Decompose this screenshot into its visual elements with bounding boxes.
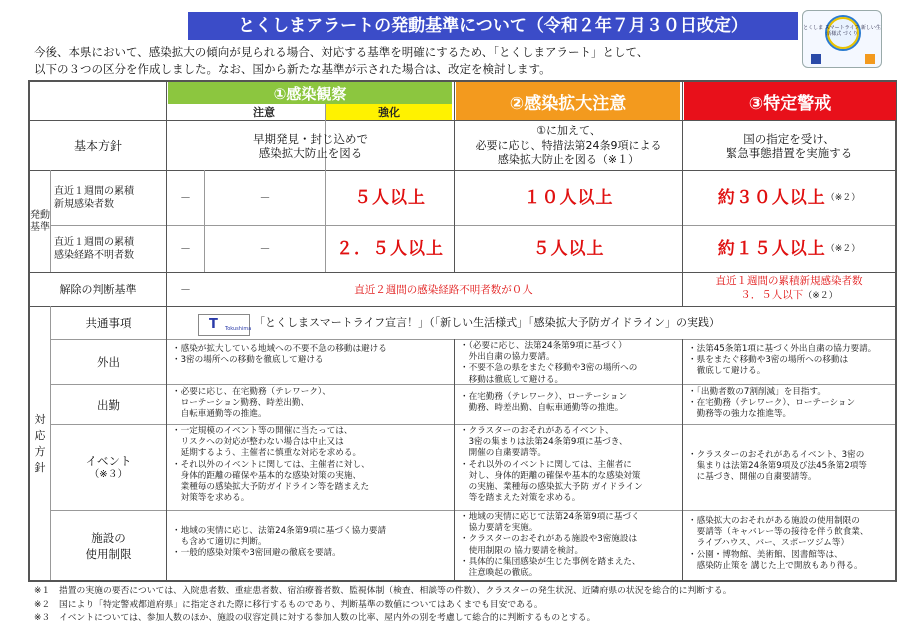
footnote-ref: （※２） — [825, 244, 861, 254]
trigger-row2-level2: ５人以上 — [532, 239, 605, 259]
facility-level3: ・感染拡大のおそれがある施設の使用制限の 要請等（キャバレー等の接待を伴う飲食業、 ライブハウス、バー、スポーツジム等） ・公園・博物館、美術館、図書館等は、 感染防止策を 講じた上で開放もあり得る。 — [688, 516, 869, 571]
table-border — [50, 424, 896, 425]
level2-header: ②感染拡大注意 — [456, 82, 680, 120]
trigger-row1-level1: ５人以上 — [354, 188, 426, 208]
work-level3: ・「出勤者数の7割削減」を目指す。 ・在宅勤務（テレワーク）、ローテーション 勤務等の強力な推進等。 — [688, 387, 856, 420]
trigger-row1-dash: － — [259, 191, 271, 204]
common-label: 共通事項 — [85, 316, 132, 330]
trigger-row2-level3 — [683, 226, 895, 272]
trigger-row1-label: 直近１週間の累積 新規感染者数 — [54, 186, 134, 210]
logo-figure-icon — [811, 54, 821, 64]
trigger-row1-level3-value: 約３０人以上 — [717, 188, 826, 208]
policy-level2 — [455, 124, 682, 170]
work-level1: ・必要に応じ、在宅勤務（テレワーク）、 ローテーション勤務、時差出勤、 自転車通勤等の推進。 — [172, 387, 331, 420]
policy-level2-line: ①に加えて、 — [536, 124, 601, 137]
trigger-row2-level3-value: 約１５人以上 — [717, 239, 826, 259]
trigger-row1-level3 — [683, 171, 895, 225]
footnote-ref: （※２） — [803, 291, 838, 301]
facility-label: 施設の 使用制限 — [85, 530, 132, 561]
facility-level1: ・地域の実情に応じ、法第24条第9項に基づく協力要請 も含めて適切に判断。 ・一般的感染対策や3密回避の徹底を要請。 — [172, 526, 387, 559]
release-level3-value: ３．５人以下 — [740, 289, 804, 301]
event-level1: ・一定規模のイベント等の開催に当たっては、 リスクへの対応が整わない場合は中止又は 延期するよう、主催者に慎重な対応を求める。 ・それ以外のイベントに関しては、主催者に対し、 身体的距離の確保や基本的な感染対策の実施、 業種毎の感染拡大予防ガイドライン等を踏まえた 対策等を求める。 — [172, 426, 370, 504]
trigger-group-label: 発動 基準 — [30, 209, 50, 233]
release-level3 — [683, 275, 895, 305]
logo-sub: Tokushima — [225, 326, 252, 332]
level1-sub-caution: 注意 — [204, 104, 324, 120]
policy-level1: 早期発見・封じ込めで 感染拡大防止を図る — [253, 131, 368, 160]
level3-header: ③特定警戒 — [684, 82, 896, 120]
footnotes — [34, 585, 894, 626]
trigger-row2-label: 直近１週間の累積 感染経路不明者数 — [54, 237, 134, 261]
trigger-row1-dash: － — [180, 191, 191, 204]
event-label-cell — [51, 425, 166, 510]
table-border — [50, 339, 896, 340]
logo-text: とくしま スマートライフ 新しい生活様式 づくり — [803, 25, 881, 37]
trigger-row2-level1: ２．５人以上 — [336, 239, 444, 259]
policy-label: 基本方針 — [73, 138, 122, 153]
release-label: 解除の判断基準 — [59, 282, 137, 296]
level1-header: ①感染観察 — [168, 82, 452, 104]
outing-level1: ・感染が拡大している地域への不要不急の移動は避ける ・3密の場所への移動を徹底して避ける — [172, 344, 387, 366]
event-level3: ・クラスターのおそれがあるイベント、3密の 集まりは法第24条第9項及び法45条第2項等 に基づき、開催の自粛要請等。 — [688, 450, 867, 483]
trigger-row2-dash: － — [180, 242, 191, 255]
trigger-row1-level2: １０人以上 — [523, 188, 614, 208]
level1-sub-strong: 強化 — [326, 104, 452, 120]
release-dash: － — [180, 282, 191, 296]
policy-level3: 国の指定を受け、 緊急事態措置を実施する — [725, 131, 853, 160]
footnote: ※１ 措置の実施の要否については、入院患者数、重症患者数、宿泊療養者数、監視体制（検査、相談等の件数）、クラスターの発生状況、近隣府県の状況を総合的に判断する。 — [34, 586, 732, 596]
footnote: ※２ 国により「特定警戒都道府県」に指定された際に移行するものであり、判断基準の数値についてはあくまでも目安である。 — [34, 599, 543, 610]
release-level3-line: 直近１週間の累積新規感染者数 — [715, 275, 863, 287]
response-group-label: 対 応 方 針 — [34, 412, 46, 474]
work-label: 出勤 — [97, 397, 120, 412]
event-label: イベント — [85, 453, 132, 468]
facility-level2: ・地域の実情に応じて法第24条第9項に基づく 協力要請を実施。 ・クラスターのおそれがある施設や3密施設は 使用制限の 協力要請を検討。 ・具体的に集団感染が生じた事例を踏まえた、 注意喚起の徹底。 — [460, 512, 641, 579]
event-level2: ・クラスターのおそれがあるイベント、 3密の集まりは法第24条第9項に基づき、 開催の自粛要請等。 ・それ以外のイベントに関しては、主催者に 対し、身体的距離の確保や基本的な感染対策 の実施、業種毎の感染拡大予防 ガイドライン 等を踏まえた対策を求める。 — [460, 426, 643, 504]
intro-text — [34, 44, 794, 78]
page-title: とくしまアラートの発動基準について（令和２年７月３０日改定） — [188, 12, 798, 40]
logo-figure-icon — [865, 54, 875, 64]
footnote: ※３ イベントについては、参加人数のほか、施設の収容定員に対する参加人数の比率、屋内外の別を考慮して総合的に判断するものとする。 — [34, 613, 596, 623]
policy-level2-line: 必要に応じ、特措法第24条9項による — [475, 138, 662, 152]
smart-life-t-logo — [198, 314, 250, 336]
table-border — [50, 170, 51, 272]
outing-level3: ・法第45条第1項に基づく外出自粛の協力要請。 ・県をまたぐ移動や3密の場所への移動は 徹底して避ける。 — [688, 344, 877, 377]
release-level3-line2 — [683, 288, 895, 303]
footnote-ref: （※２） — [825, 193, 861, 203]
table-border — [682, 339, 683, 580]
intro-line: 以下の３つの区分を作成しました。なお、国から新たな基準が示された場合は、改定を検討します。 — [34, 62, 551, 76]
common-text: 「とくしまスマートライフ宣言！」（「新しい生活様式」「感染拡大予防ガイドライン」の実践） — [254, 316, 720, 329]
smart-life-logo — [802, 10, 882, 68]
work-level2: ・在宅勤務（テレワーク）、ローテーション 勤務、時差出勤、自転車通勤等の推進。 — [460, 392, 628, 414]
trigger-row2-dash: － — [259, 242, 271, 255]
outing-label: 外出 — [97, 355, 120, 369]
intro-line: 今後、本県において、感染拡大の傾向が見られる場合、対応する基準を明確にするため、「とくしまアラート」として、 — [34, 45, 649, 59]
event-note: （※３） — [89, 468, 128, 480]
table-border — [454, 339, 455, 580]
policy-level2-line: 感染拡大防止を図る（※１） — [497, 153, 640, 166]
table-border — [28, 580, 896, 582]
release-level12: 直近２週間の感染経路不明者数が０人 — [354, 283, 533, 296]
outing-level2: ・（必要に応じ、法第24条第9項に基づく） 外出自粛の協力要請。 ・不要不急の県をまたぐ移動や3密の場所への 移動は徹底して避ける。 — [460, 341, 638, 385]
table-border — [50, 510, 896, 511]
table-border — [895, 80, 897, 582]
logo-letter: T — [209, 317, 218, 332]
